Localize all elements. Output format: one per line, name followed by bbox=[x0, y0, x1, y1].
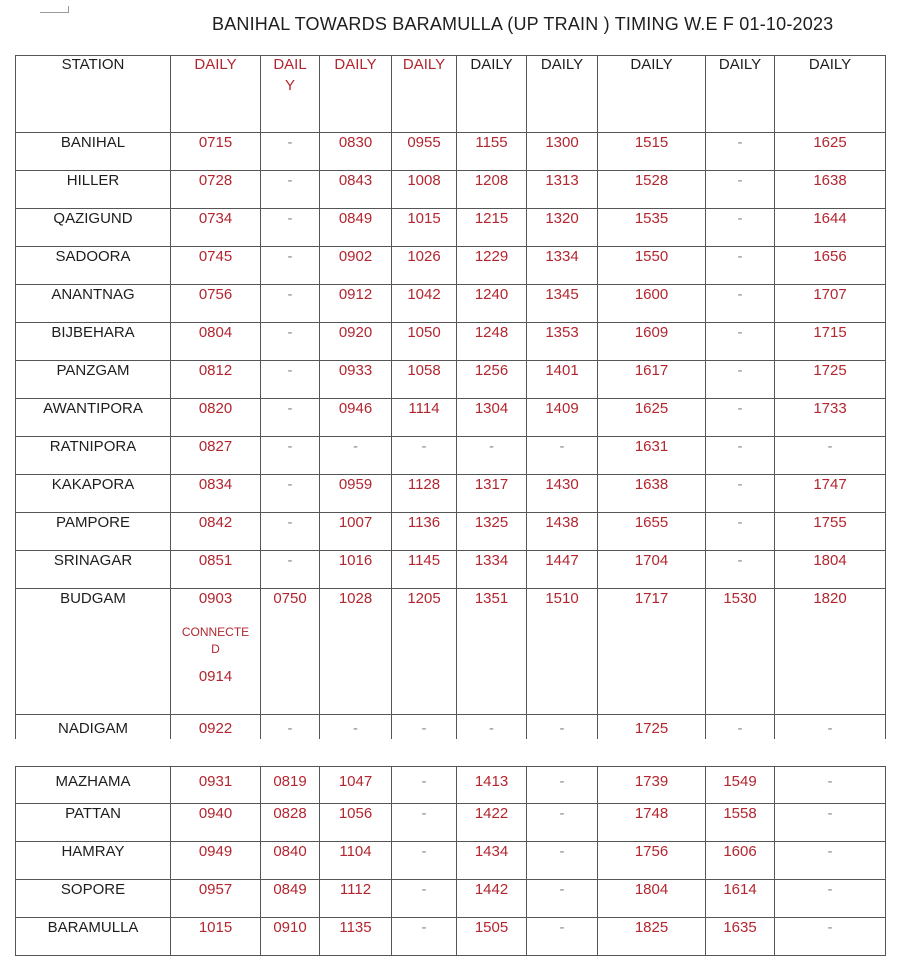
time-cell: 0902 bbox=[320, 247, 392, 285]
time-cell: 0946 bbox=[320, 399, 392, 437]
time-cell: 1430 bbox=[527, 475, 598, 513]
time-cell: 1515 bbox=[598, 133, 706, 171]
station-name: PATTAN bbox=[16, 804, 171, 842]
time-cell: 0728 bbox=[171, 171, 261, 209]
time-cell: 1600 bbox=[598, 285, 706, 323]
time-cell: 0812 bbox=[171, 361, 261, 399]
time-cell: 1825 bbox=[598, 918, 706, 956]
empty-time-cell: - bbox=[261, 285, 320, 323]
time-cell: 1535 bbox=[598, 209, 706, 247]
time-cell: 0756 bbox=[171, 285, 261, 323]
station-name: SADOORA bbox=[16, 247, 171, 285]
empty-time-cell: - bbox=[706, 361, 775, 399]
time-cell: 1804 bbox=[598, 880, 706, 918]
time-cell: 1345 bbox=[527, 285, 598, 323]
station-name: BANIHAL bbox=[16, 133, 171, 171]
time-cell: 1549 bbox=[706, 767, 775, 804]
time-cell: 1631 bbox=[598, 437, 706, 475]
empty-time-cell: - bbox=[706, 209, 775, 247]
header-col-part: Y bbox=[284, 77, 295, 94]
empty-time-cell: - bbox=[320, 437, 392, 475]
time-cell: 1747 bbox=[775, 475, 886, 513]
time-cell: 1135 bbox=[320, 918, 392, 956]
header-col: DAILY bbox=[457, 56, 527, 133]
station-name: MAZHAMA bbox=[16, 767, 171, 804]
time-cell: 1016 bbox=[320, 551, 392, 589]
empty-time-cell: - bbox=[775, 804, 886, 842]
header-col bbox=[261, 56, 320, 133]
table-row bbox=[16, 133, 886, 171]
empty-time-cell: - bbox=[706, 323, 775, 361]
empty-time-cell: - bbox=[261, 133, 320, 171]
time-cell: 1205 bbox=[392, 589, 457, 715]
time-cell: 1434 bbox=[457, 842, 527, 880]
corner-mark bbox=[40, 6, 69, 13]
header-col: DAILY bbox=[171, 56, 261, 133]
table-row bbox=[16, 842, 886, 880]
table-row bbox=[16, 247, 886, 285]
time-cell: 1136 bbox=[392, 513, 457, 551]
empty-time-cell: - bbox=[392, 437, 457, 475]
time-cell: 0827 bbox=[171, 437, 261, 475]
header-col-part: DAIL bbox=[273, 56, 307, 73]
time-cell: 1256 bbox=[457, 361, 527, 399]
time-cell: 1007 bbox=[320, 513, 392, 551]
time-cell: 1422 bbox=[457, 804, 527, 842]
time-cell: 1748 bbox=[598, 804, 706, 842]
table-row bbox=[16, 209, 886, 247]
empty-time-cell: - bbox=[261, 551, 320, 589]
time-cell: 1413 bbox=[457, 767, 527, 804]
empty-time-cell: - bbox=[261, 513, 320, 551]
time-cell: 1229 bbox=[457, 247, 527, 285]
time-cell: 1112 bbox=[320, 880, 392, 918]
empty-time-cell: - bbox=[706, 551, 775, 589]
time-cell: 1606 bbox=[706, 842, 775, 880]
time-cell: 0949 bbox=[171, 842, 261, 880]
time-cell: 1047 bbox=[320, 767, 392, 804]
station-name: ANANTNAG bbox=[16, 285, 171, 323]
table-row bbox=[16, 715, 886, 740]
time-cell: 1155 bbox=[457, 133, 527, 171]
empty-time-cell: - bbox=[261, 715, 320, 740]
time-cell: 1056 bbox=[320, 804, 392, 842]
time-cell: 0734 bbox=[171, 209, 261, 247]
time-cell: 1104 bbox=[320, 842, 392, 880]
time-cell: 1409 bbox=[527, 399, 598, 437]
time-cell: 0933 bbox=[320, 361, 392, 399]
table-row bbox=[16, 399, 886, 437]
time-cell: 1438 bbox=[527, 513, 598, 551]
time-cell: 0804 bbox=[171, 323, 261, 361]
station-name: SOPORE bbox=[16, 880, 171, 918]
empty-time-cell: - bbox=[706, 513, 775, 551]
empty-time-cell: - bbox=[527, 715, 598, 740]
time-cell: 0959 bbox=[320, 475, 392, 513]
empty-time-cell: - bbox=[527, 767, 598, 804]
time-cell: 1026 bbox=[392, 247, 457, 285]
header-row bbox=[16, 56, 886, 133]
connected-time: 0914 bbox=[198, 668, 233, 685]
time-cell: 0828 bbox=[261, 804, 320, 842]
empty-time-cell: - bbox=[706, 285, 775, 323]
time-cell: 1300 bbox=[527, 133, 598, 171]
time-cell: 0931 bbox=[171, 767, 261, 804]
time-cell: 1638 bbox=[775, 171, 886, 209]
time-cell: 1725 bbox=[775, 361, 886, 399]
timetable-lower bbox=[15, 766, 886, 956]
time-cell: 1334 bbox=[527, 247, 598, 285]
empty-time-cell: - bbox=[261, 209, 320, 247]
table-row bbox=[16, 767, 886, 804]
time-cell: 1715 bbox=[775, 323, 886, 361]
header-col: DAILY bbox=[775, 56, 886, 133]
time-cell: 1739 bbox=[598, 767, 706, 804]
empty-time-cell: - bbox=[392, 842, 457, 880]
station-name: HILLER bbox=[16, 171, 171, 209]
empty-time-cell: - bbox=[261, 437, 320, 475]
empty-time-cell: - bbox=[261, 247, 320, 285]
empty-time-cell: - bbox=[706, 133, 775, 171]
empty-time-cell: - bbox=[527, 437, 598, 475]
station-name: RATNIPORA bbox=[16, 437, 171, 475]
time-cell: 1015 bbox=[392, 209, 457, 247]
time-cell: 0843 bbox=[320, 171, 392, 209]
time-cell: 0834 bbox=[171, 475, 261, 513]
empty-time-cell: - bbox=[392, 918, 457, 956]
empty-time-cell: - bbox=[392, 880, 457, 918]
table-row bbox=[16, 323, 886, 361]
empty-time-cell: - bbox=[261, 323, 320, 361]
time-cell: 0910 bbox=[261, 918, 320, 956]
header-station: STATION bbox=[16, 56, 171, 133]
empty-time-cell: - bbox=[775, 842, 886, 880]
time-cell: 1015 bbox=[171, 918, 261, 956]
station-name: BIJBEHARA bbox=[16, 323, 171, 361]
time-cell: 1625 bbox=[775, 133, 886, 171]
time-cell: 1240 bbox=[457, 285, 527, 323]
time-cell: 1442 bbox=[457, 880, 527, 918]
page-title: BANIHAL TOWARDS BARAMULLA (UP TRAIN ) TIMING W.E F 01-10-2023 bbox=[212, 14, 834, 34]
time-cell: 0851 bbox=[171, 551, 261, 589]
table-row bbox=[16, 880, 886, 918]
time-cell: 1050 bbox=[392, 323, 457, 361]
time-cell: 1447 bbox=[527, 551, 598, 589]
connected-label: D bbox=[211, 642, 220, 656]
time-cell: 1755 bbox=[775, 513, 886, 551]
time-cell: 1320 bbox=[527, 209, 598, 247]
time-cell: 0849 bbox=[261, 880, 320, 918]
time-cell: 1717 bbox=[598, 589, 706, 715]
time-cell: 1028 bbox=[320, 589, 392, 715]
table-row bbox=[16, 475, 886, 513]
time-cell bbox=[171, 589, 261, 715]
empty-time-cell: - bbox=[527, 842, 598, 880]
time-cell: 0920 bbox=[320, 323, 392, 361]
table-row bbox=[16, 171, 886, 209]
time-cell: 1655 bbox=[598, 513, 706, 551]
time-cell: 1638 bbox=[598, 475, 706, 513]
empty-time-cell: - bbox=[320, 715, 392, 740]
time-cell: 1304 bbox=[457, 399, 527, 437]
time-cell: 1401 bbox=[527, 361, 598, 399]
time-cell: 1334 bbox=[457, 551, 527, 589]
empty-time-cell: - bbox=[775, 880, 886, 918]
time-cell: 1656 bbox=[775, 247, 886, 285]
table-gap bbox=[15, 753, 885, 766]
time-cell: 1008 bbox=[392, 171, 457, 209]
empty-time-cell: - bbox=[706, 171, 775, 209]
empty-time-cell: - bbox=[457, 715, 527, 740]
time-cell: 1351 bbox=[457, 589, 527, 715]
time-cell: 1704 bbox=[598, 551, 706, 589]
table-row bbox=[16, 589, 886, 715]
empty-time-cell: - bbox=[706, 399, 775, 437]
station-name: HAMRAY bbox=[16, 842, 171, 880]
empty-time-cell: - bbox=[392, 804, 457, 842]
time-cell: 1353 bbox=[527, 323, 598, 361]
time-cell: 1558 bbox=[706, 804, 775, 842]
empty-time-cell: - bbox=[457, 437, 527, 475]
time-cell: 1505 bbox=[457, 918, 527, 956]
empty-time-cell: - bbox=[706, 247, 775, 285]
empty-time-cell: - bbox=[527, 880, 598, 918]
header-col: DAILY bbox=[320, 56, 392, 133]
table-row bbox=[16, 551, 886, 589]
table-row bbox=[16, 918, 886, 956]
time-cell: 1215 bbox=[457, 209, 527, 247]
time-cell: 1208 bbox=[457, 171, 527, 209]
time-cell: 1614 bbox=[706, 880, 775, 918]
table-row bbox=[16, 437, 886, 475]
time-cell: 1733 bbox=[775, 399, 886, 437]
time-cell: 1530 bbox=[706, 589, 775, 715]
time-cell: 0840 bbox=[261, 842, 320, 880]
time-cell: 0745 bbox=[171, 247, 261, 285]
empty-time-cell: - bbox=[392, 767, 457, 804]
empty-time-cell: - bbox=[775, 767, 886, 804]
time-cell: 1625 bbox=[598, 399, 706, 437]
time-cell: 1114 bbox=[392, 399, 457, 437]
table-row bbox=[16, 285, 886, 323]
empty-time-cell: - bbox=[706, 437, 775, 475]
time-cell: 0715 bbox=[171, 133, 261, 171]
empty-time-cell: - bbox=[775, 437, 886, 475]
time-cell: 1804 bbox=[775, 551, 886, 589]
time-cell: 1313 bbox=[527, 171, 598, 209]
station-name: QAZIGUND bbox=[16, 209, 171, 247]
time-cell: 0912 bbox=[320, 285, 392, 323]
time-cell: 0849 bbox=[320, 209, 392, 247]
header-col: DAILY bbox=[392, 56, 457, 133]
empty-time-cell: - bbox=[527, 804, 598, 842]
empty-time-cell: - bbox=[261, 399, 320, 437]
time-cell: 1317 bbox=[457, 475, 527, 513]
table-row bbox=[16, 804, 886, 842]
table-row bbox=[16, 513, 886, 551]
empty-time-cell: - bbox=[775, 918, 886, 956]
time-cell: 1042 bbox=[392, 285, 457, 323]
header-col: DAILY bbox=[706, 56, 775, 133]
station-name: BARAMULLA bbox=[16, 918, 171, 956]
time-cell: 1820 bbox=[775, 589, 886, 715]
empty-time-cell: - bbox=[775, 715, 886, 740]
time-cell: 1617 bbox=[598, 361, 706, 399]
time-cell: 0922 bbox=[171, 715, 261, 740]
empty-time-cell: - bbox=[706, 715, 775, 740]
time-cell: 1635 bbox=[706, 918, 775, 956]
empty-time-cell: - bbox=[261, 171, 320, 209]
connected-label: CONNECTE bbox=[181, 625, 250, 639]
time-cell: 1325 bbox=[457, 513, 527, 551]
time-cell: 1528 bbox=[598, 171, 706, 209]
time-value: 0903 bbox=[198, 590, 233, 607]
timetable-upper bbox=[15, 55, 886, 739]
time-cell: 1644 bbox=[775, 209, 886, 247]
time-cell: 1756 bbox=[598, 842, 706, 880]
table-row bbox=[16, 361, 886, 399]
time-cell: 0830 bbox=[320, 133, 392, 171]
station-name: AWANTIPORA bbox=[16, 399, 171, 437]
time-cell: 1510 bbox=[527, 589, 598, 715]
empty-time-cell: - bbox=[706, 475, 775, 513]
time-cell: 1707 bbox=[775, 285, 886, 323]
time-cell: 0957 bbox=[171, 880, 261, 918]
time-cell: 1609 bbox=[598, 323, 706, 361]
station-name: SRINAGAR bbox=[16, 551, 171, 589]
time-cell: 1058 bbox=[392, 361, 457, 399]
empty-time-cell: - bbox=[261, 475, 320, 513]
empty-time-cell: - bbox=[392, 715, 457, 740]
header-col: DAILY bbox=[598, 56, 706, 133]
time-cell: 1550 bbox=[598, 247, 706, 285]
time-cell: 0842 bbox=[171, 513, 261, 551]
header-col: DAILY bbox=[527, 56, 598, 133]
time-cell: 1128 bbox=[392, 475, 457, 513]
empty-time-cell: - bbox=[527, 918, 598, 956]
time-cell: 0955 bbox=[392, 133, 457, 171]
time-cell: 1248 bbox=[457, 323, 527, 361]
time-cell: 0750 bbox=[261, 589, 320, 715]
station-name: PANZGAM bbox=[16, 361, 171, 399]
time-cell: 0820 bbox=[171, 399, 261, 437]
time-cell: 0819 bbox=[261, 767, 320, 804]
station-name: BUDGAM bbox=[16, 589, 171, 715]
station-name: KAKAPORA bbox=[16, 475, 171, 513]
time-cell: 1725 bbox=[598, 715, 706, 740]
station-name: NADIGAM bbox=[16, 715, 171, 740]
station-name: PAMPORE bbox=[16, 513, 171, 551]
time-cell: 0940 bbox=[171, 804, 261, 842]
empty-time-cell: - bbox=[261, 361, 320, 399]
time-cell: 1145 bbox=[392, 551, 457, 589]
